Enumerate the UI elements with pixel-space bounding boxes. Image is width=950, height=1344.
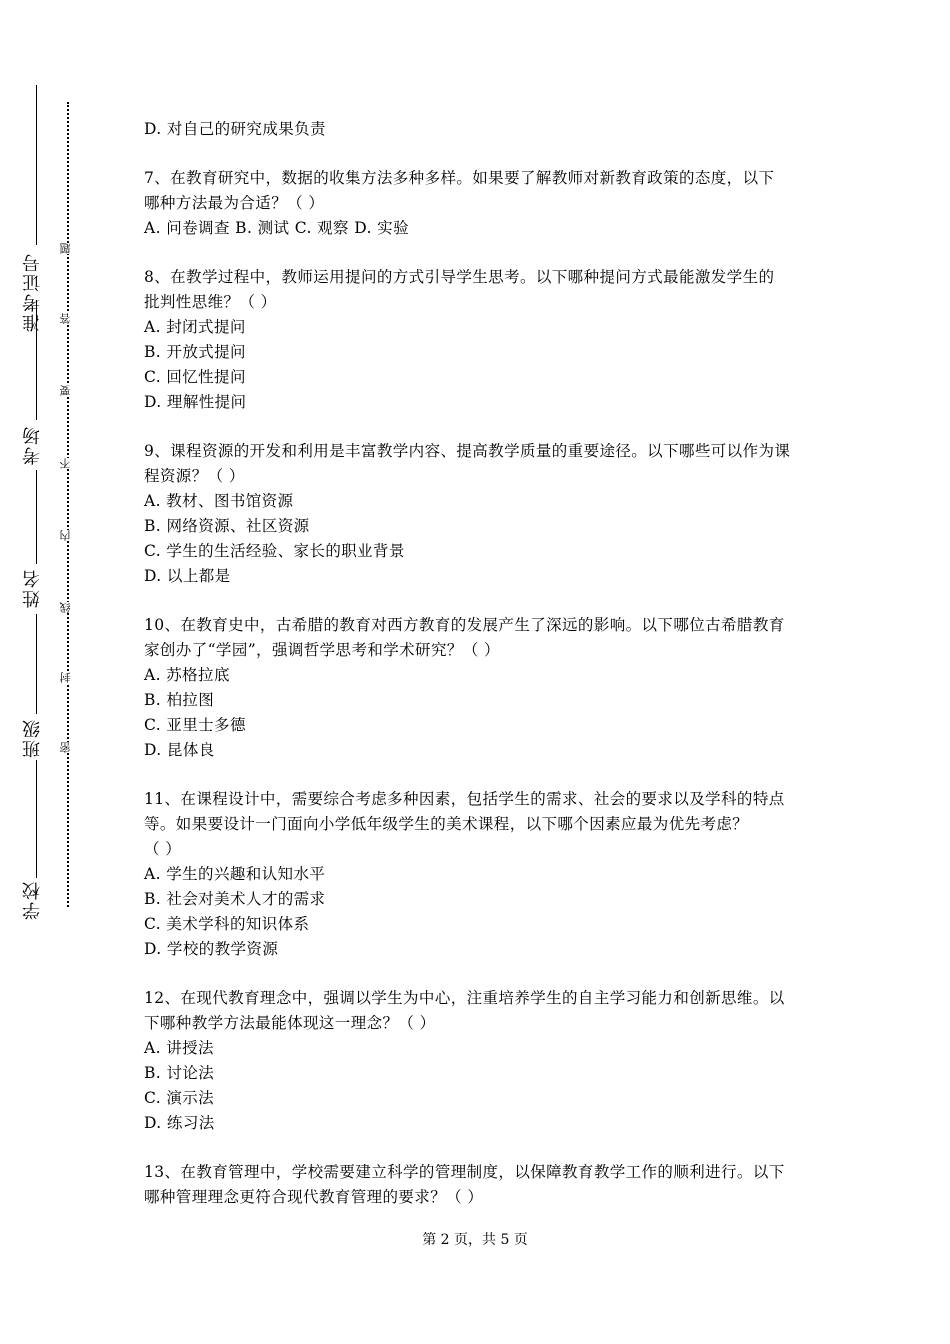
seal-char: 不 <box>60 458 76 469</box>
question-text: 9、课程资源的开发和利用是丰富教学内容、提高教学质量的重要途径。以下哪些可以作为课 <box>144 442 791 460</box>
option-line: A. 学生的兴趣和认知水平 <box>144 865 326 883</box>
option-line: C. 演示法 <box>144 1089 215 1107</box>
question-text: （ ） <box>144 840 182 858</box>
class-field-label: 班级 <box>22 718 43 758</box>
question-block <box>144 166 814 241</box>
question-text: 哪种管理理念更符合现代教育管理的要求？（ ） <box>144 1188 484 1206</box>
page-footer: 第 2 页，共 5 页 <box>422 1232 528 1248</box>
question-text: 11、在课程设计中，需要综合考虑多种因素，包括学生的需求、社会的要求以及学科的特点 <box>144 790 785 808</box>
seal-char: 密 <box>60 742 76 753</box>
question-block <box>144 787 814 962</box>
option-line: A. 讲授法 <box>144 1039 214 1057</box>
option-line: B. 开放式提问 <box>144 343 246 361</box>
exam-number-field-label: 准考证号 <box>22 252 43 332</box>
class-field-underline <box>36 614 37 714</box>
seal-char: 题 <box>60 243 76 254</box>
question-text: 等。如果要设计一门面向小学低年级学生的美术课程，以下哪个因素应最为优先考虑？ <box>144 815 749 833</box>
question-text: 哪种方法最为合适？（ ） <box>144 194 325 212</box>
exam-room-field-label: 考场 <box>22 425 43 465</box>
seal-char: 线 <box>60 602 76 613</box>
seal-dotted-line <box>67 102 69 907</box>
option-line: B. 社会对美术人才的需求 <box>144 890 326 908</box>
question-text: 批判性思维？（ ） <box>144 293 277 311</box>
question-text: 下哪种教学方法最能体现这一理念？（ ） <box>144 1014 436 1032</box>
question-text: 12、在现代教育理念中，强调以学生为中心，注重培养学生的自主学习能力和创新思维。以 <box>144 989 785 1007</box>
exam-content <box>144 117 814 1210</box>
option-line: C. 亚里士多德 <box>144 716 246 734</box>
seal-char: 内 <box>60 530 76 541</box>
option-line: D. 学校的教学资源 <box>144 940 279 958</box>
question-block <box>144 613 814 763</box>
seal-char: 要 <box>60 385 76 396</box>
question-block <box>144 986 814 1136</box>
name-field-label: 姓名 <box>22 568 43 608</box>
option-line: A. 教材、图书馆资源 <box>144 492 294 510</box>
name-field-underline <box>36 470 37 564</box>
option-line: D. 练习法 <box>144 1114 215 1132</box>
option-line: D. 昆体良 <box>144 741 215 759</box>
option-line: A. 问卷调查 B. 测试 C. 观察 D. 实验 <box>144 219 409 237</box>
school-field-underline <box>36 760 37 878</box>
option-line: B. 讨论法 <box>144 1064 215 1082</box>
question-block <box>144 439 814 589</box>
exam-number-field-underline <box>36 85 37 245</box>
option-line: A. 封闭式提问 <box>144 318 246 336</box>
question-text: 程资源？（ ） <box>144 467 245 485</box>
question-block <box>144 1160 814 1210</box>
question-text: 家创办了“学园”，强调哲学思考和学术研究？（ ） <box>144 641 500 659</box>
option-line: C. 美术学科的知识体系 <box>144 915 310 933</box>
question-text: 8、在教学过程中，教师运用提问的方式引导学生思考。以下哪种提问方式最能激发学生的 <box>144 268 775 286</box>
binding-margin <box>0 0 120 1344</box>
question-text: 13、在教育管理中，学校需要建立科学的管理制度，以保障教育教学工作的顺利进行。以下 <box>144 1163 785 1181</box>
option-line: B. 柏拉图 <box>144 691 215 709</box>
option-line: D. 以上都是 <box>144 567 231 585</box>
option-line: C. 回忆性提问 <box>144 368 246 386</box>
option-line: C. 学生的生活经验、家长的职业背景 <box>144 542 405 560</box>
question-block <box>144 265 814 415</box>
seal-char: 封 <box>60 672 76 683</box>
option-line: D. 理解性提问 <box>144 393 247 411</box>
option-line: D. 对自己的研究成果负责 <box>144 120 326 138</box>
question-text: 10、在教育史中，古希腊的教育对西方教育的发展产生了深远的影响。以下哪位古希腊教育 <box>144 616 785 634</box>
option-line: B. 网络资源、社区资源 <box>144 517 310 535</box>
question-text: 7、在教育研究中，数据的收集方法多种多样。如果要了解教师对新教育政策的态度，以下 <box>144 169 775 187</box>
school-field-label: 学校 <box>22 880 43 920</box>
option-line: A. 苏格拉底 <box>144 666 230 684</box>
seal-char: 答 <box>60 313 76 324</box>
